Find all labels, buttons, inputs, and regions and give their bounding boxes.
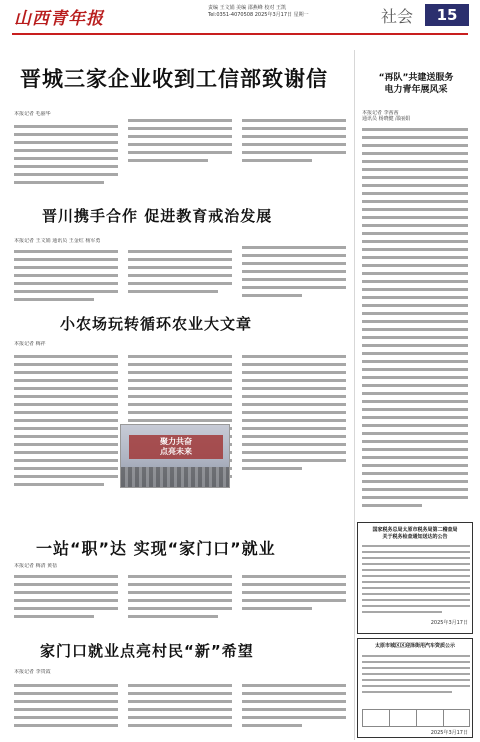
notice-box-2	[357, 638, 473, 738]
byline-2: 本报记者 王文娟 通讯员 王金红 杨军勇	[14, 238, 101, 244]
masthead-meta: 责编 王文娟 美编 邵燕峰 校对 王凯 Tel:0351-4070508 2025年3月17日 星期一	[208, 5, 309, 18]
notice-2-title: 太原市城区区迎泽街用汽车资质公示	[374, 643, 455, 649]
notice-box-1	[357, 522, 473, 634]
masthead	[0, 0, 480, 40]
byline-6: 本报记者 李茜茜 通讯员 杨晓健 邵丽娟	[362, 110, 411, 122]
notice-1-date: 2025年3月17日	[430, 620, 468, 626]
headline-6: “再队”共建送服务 电力青年展风采	[378, 73, 454, 95]
notice-1-title: 国家税务总局太原市税务局第二稽查局 关于税务检查通知送达的公告	[372, 527, 458, 540]
article-5-body	[14, 684, 348, 738]
photo-caption: 聚力共奋 点亮未来	[160, 437, 192, 456]
masthead-rule	[12, 33, 468, 35]
article-4-body	[14, 575, 348, 625]
article-1-body	[14, 119, 348, 197]
notice-2-table	[362, 709, 470, 727]
page-number-badge: 15	[425, 4, 469, 26]
notice-2-body	[362, 655, 470, 705]
byline-5: 本报记者 李贵霞	[14, 669, 51, 675]
byline-3: 本报记者 梅祥	[14, 341, 46, 347]
byline-4: 本报记者 梅清 黄蓓	[14, 563, 58, 569]
byline-1: 本报记者 毛丽华	[14, 111, 51, 117]
notice-1-body	[362, 545, 470, 615]
section-title: 社会	[381, 7, 414, 26]
article-2-body	[14, 246, 348, 306]
headline-4: 一站“职”达 实现“家门口”就业	[36, 539, 276, 558]
headline-5: 家门口就业点亮村民“新”希望	[40, 642, 254, 660]
notice-2-date: 2025年3月17日	[430, 730, 468, 736]
paper-logo: 山西青年报	[14, 9, 104, 29]
headline-3: 小农场玩转循环农业大文章	[60, 315, 253, 333]
headline-2: 晋川携手合作 促进教育戒治发展	[42, 207, 273, 225]
news-photo	[120, 424, 230, 488]
headline-1: 晋城三家企业收到工信部致谢信	[20, 67, 328, 91]
photo-audience	[121, 467, 229, 487]
article-6-body	[362, 128, 468, 518]
column-divider	[354, 50, 355, 740]
